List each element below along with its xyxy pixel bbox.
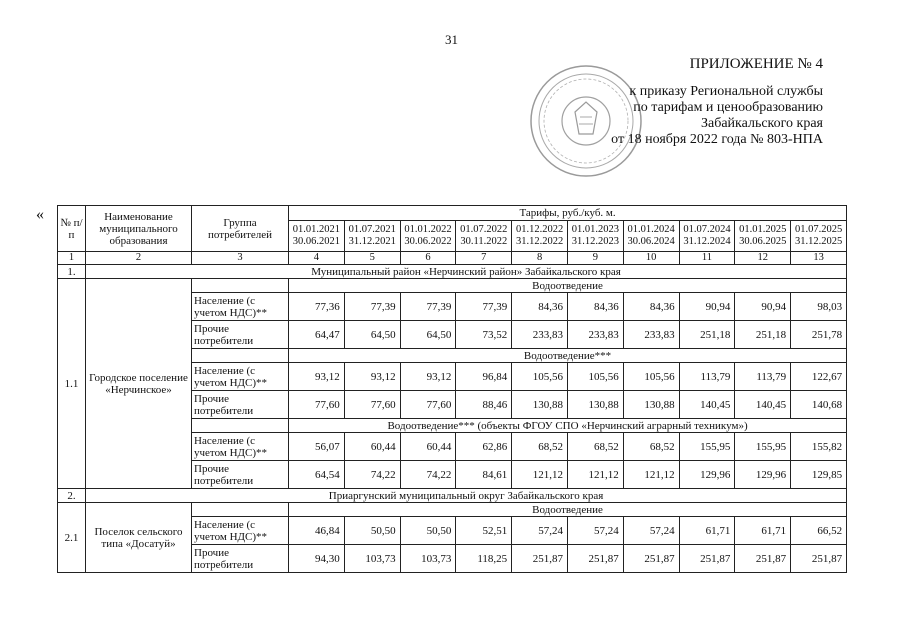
period-from: 01.01.2021 [292,224,341,235]
period-header [679,221,735,252]
consumer-group: Население (с учетом НДС)** [192,293,289,321]
column-number: 2 [86,252,192,265]
tariff-value: 84,36 [512,293,568,321]
tariff-value: 98,03 [791,293,847,321]
tariff-value: 129,96 [679,461,735,489]
tariff-table [57,205,847,573]
period-to: 31.12.2022 [515,236,564,247]
service-spacer [192,503,289,517]
column-number: 4 [289,252,345,265]
service-name: Водоотведение [289,279,847,293]
tariff-value: 140,68 [791,391,847,419]
column-number: 3 [192,252,289,265]
tariff-value: 251,87 [623,545,679,573]
period-to: 30.06.2025 [739,236,787,247]
section-row [58,265,847,279]
period-from: 01.07.2021 [348,224,396,235]
column-number: 10 [623,252,679,265]
tariff-value: 68,52 [567,433,623,461]
tariff-value: 84,36 [623,293,679,321]
tariff-value: 105,56 [567,363,623,391]
consumer-group: Население (с учетом НДС)** [192,517,289,545]
section-title: Приаргунский муниципальный округ Забайкальского края [86,489,847,503]
service-row [58,279,847,293]
consumer-group: Население (с учетом НДС)** [192,433,289,461]
tariff-value: 68,52 [623,433,679,461]
tariff-value: 155,95 [735,433,791,461]
tariff-value: 64,50 [400,321,456,349]
period-to: 30.06.2024 [627,236,675,247]
tariff-value: 52,51 [456,517,512,545]
period-to: 30.11.2022 [460,236,508,247]
tariff-value: 77,60 [400,391,456,419]
period-to: 30.06.2022 [404,236,452,247]
period-from: 01.01.2022 [404,224,452,235]
consumer-group: Прочие потребители [192,391,289,419]
tariff-value: 64,54 [289,461,345,489]
page-number: 31 [445,32,458,47]
header-num: № п/п [58,206,86,252]
tariff-value: 251,87 [735,545,791,573]
period-to: 31.12.2025 [795,236,843,247]
column-number: 12 [735,252,791,265]
period-from: 01.01.2023 [571,224,619,235]
consumer-group: Прочие потребители [192,321,289,349]
service-name: Водоотведение*** (объекты ФГОУ СПО «Нерчинский аграрный техникум») [289,419,847,433]
consumer-group: Прочие потребители [192,461,289,489]
tariff-value: 88,46 [456,391,512,419]
column-number: 11 [679,252,735,265]
tariff-value: 68,52 [512,433,568,461]
column-number: 13 [791,252,847,265]
opening-quote-mark: « [36,206,44,223]
tariff-value: 251,87 [791,545,847,573]
tariff-value: 121,12 [567,461,623,489]
tariff-value: 233,83 [623,321,679,349]
tariff-value: 113,79 [735,363,791,391]
tariff-value: 61,71 [735,517,791,545]
column-number-row [58,252,847,265]
period-header [567,221,623,252]
tariff-value: 103,73 [400,545,456,573]
period-header [623,221,679,252]
period-header [735,221,791,252]
section-number: 2. [58,489,86,503]
column-number: 7 [456,252,512,265]
period-header [344,221,400,252]
tariff-value: 103,73 [344,545,400,573]
header-municipality: Наименование муниципального образования [86,206,192,252]
tariff-value: 251,78 [791,321,847,349]
consumer-group: Население (с учетом НДС)** [192,363,289,391]
tariff-value: 251,18 [679,321,735,349]
subsection-number: 2.1 [58,503,86,573]
tariff-value: 74,22 [400,461,456,489]
tariff-value: 56,07 [289,433,345,461]
period-header [456,221,512,252]
tariff-value: 61,71 [679,517,735,545]
tariff-value: 66,52 [791,517,847,545]
column-number: 9 [567,252,623,265]
tariff-value: 233,83 [567,321,623,349]
tariff-value: 60,44 [344,433,400,461]
tariff-value: 60,44 [400,433,456,461]
tariff-value: 84,61 [456,461,512,489]
column-number: 6 [400,252,456,265]
tariff-value: 77,39 [400,293,456,321]
service-name: Водоотведение [289,503,847,517]
appendix-header [611,56,823,148]
tariff-value: 94,30 [289,545,345,573]
tariff-value: 50,50 [344,517,400,545]
appendix-title: ПРИЛОЖЕНИЕ № 4 [689,56,823,72]
tariff-value: 251,18 [735,321,791,349]
column-number: 8 [512,252,568,265]
tariff-value: 118,25 [456,545,512,573]
appendix-line: от 18 ноября 2022 года № 803-НПА [611,132,823,147]
tariff-value: 105,56 [512,363,568,391]
tariff-value: 251,87 [567,545,623,573]
column-number: 1 [58,252,86,265]
period-from: 01.07.2025 [795,224,843,235]
column-number: 5 [344,252,400,265]
header-consumer-group: Группа потребителей [192,206,289,252]
tariff-value: 90,94 [735,293,791,321]
tariff-value: 93,12 [344,363,400,391]
appendix-line: Забайкальского края [700,116,823,131]
tariff-value: 74,22 [344,461,400,489]
tariff-value: 155,82 [791,433,847,461]
subsection-number: 1.1 [58,279,86,489]
tariff-value: 93,12 [289,363,345,391]
period-from: 01.01.2024 [627,224,675,235]
service-row [58,503,847,517]
tariff-value: 251,87 [512,545,568,573]
consumer-group: Прочие потребители [192,545,289,573]
tariff-value: 50,50 [400,517,456,545]
service-name: Водоотведение*** [289,349,847,363]
period-from: 01.07.2024 [683,224,731,235]
tariff-value: 113,79 [679,363,735,391]
period-from: 01.07.2022 [460,224,508,235]
period-from: 01.12.2022 [515,224,564,235]
tariff-value: 93,12 [400,363,456,391]
tariff-value: 64,47 [289,321,345,349]
period-to: 31.12.2023 [571,236,619,247]
period-to: 30.06.2021 [292,236,341,247]
section-row [58,489,847,503]
tariff-value: 233,83 [512,321,568,349]
tariff-value: 73,52 [456,321,512,349]
tariff-value: 130,88 [567,391,623,419]
tariff-value: 121,12 [512,461,568,489]
appendix-line: к приказу Региональной службы [629,84,823,99]
tariff-value: 251,87 [679,545,735,573]
tariff-value: 121,12 [623,461,679,489]
period-from: 01.01.2025 [739,224,787,235]
tariff-value: 130,88 [623,391,679,419]
appendix-line: по тарифам и ценообразованию [633,100,823,115]
period-to: 31.12.2021 [348,236,396,247]
tariff-value: 105,56 [623,363,679,391]
service-spacer [192,349,289,363]
tariff-value: 77,60 [344,391,400,419]
tariff-value: 140,45 [679,391,735,419]
tariff-value: 46,84 [289,517,345,545]
period-to: 31.12.2024 [683,236,731,247]
tariff-value: 155,95 [679,433,735,461]
municipality-name: Городское поселение «Нерчинское» [86,279,192,489]
tariff-value: 122,67 [791,363,847,391]
section-number: 1. [58,265,86,279]
period-header [400,221,456,252]
tariff-value: 62,86 [456,433,512,461]
tariff-value: 57,24 [512,517,568,545]
section-title: Муниципальный район «Нерчинский район» Забайкальского края [86,265,847,279]
tariff-value: 129,96 [735,461,791,489]
municipality-name: Поселок сельского типа «Досатуй» [86,503,192,573]
tariff-value: 77,60 [289,391,345,419]
tariff-value: 140,45 [735,391,791,419]
header-row [58,206,847,221]
period-header [512,221,568,252]
tariff-value: 77,36 [289,293,345,321]
period-header [791,221,847,252]
tariff-value: 57,24 [567,517,623,545]
tariff-value: 64,50 [344,321,400,349]
period-header [289,221,345,252]
tariff-value: 77,39 [344,293,400,321]
header-tariffs: Тарифы, руб./куб. м. [289,206,847,221]
tariff-value: 96,84 [456,363,512,391]
tariff-value: 57,24 [623,517,679,545]
service-spacer [192,419,289,433]
tariff-value: 90,94 [679,293,735,321]
tariff-value: 77,39 [456,293,512,321]
service-spacer [192,279,289,293]
tariff-value: 130,88 [512,391,568,419]
tariff-value: 129,85 [791,461,847,489]
tariff-value: 84,36 [567,293,623,321]
